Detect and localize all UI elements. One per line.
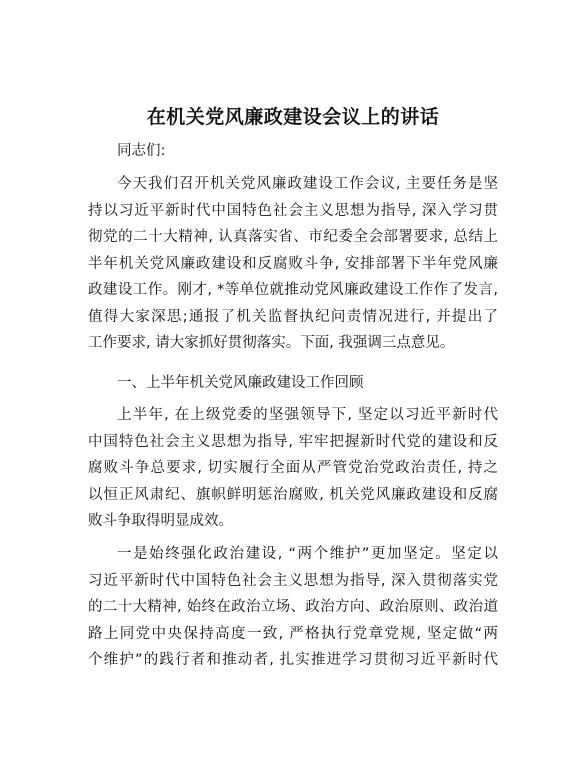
paragraph-line: 持以习近平新时代中国特色社会主义思想为指导, 深入学习贯	[88, 202, 498, 219]
paragraph-line: 个维护”的践行者和推动者, 扎实推进学习贯彻习近平新时代	[88, 652, 498, 668]
paragraph-line: 中国特色社会主义思想为指导, 牢牢把握新时代党的建设和反	[88, 433, 498, 450]
paragraph-line: 值得大家深思;通报了机关监督执纪问责情况进行, 并提出了	[88, 308, 498, 325]
paragraph-line: 的二十大精神, 始终在政治立场、政治方向、政治原则、政治道	[88, 599, 498, 615]
paragraph-line: 工作要求, 请大家抓好贯彻落实。下面, 我强调三点意见。	[88, 335, 455, 351]
paragraph-line: 彻党的二十大精神, 认真落实省、市纪委全会部署要求, 总结上	[88, 229, 498, 245]
paragraph-line: 以恒正风肃纪、旗帜鲜明惩治腐败, 机关党风廉政建设和反腐	[88, 486, 498, 503]
paragraph-review	[88, 402, 498, 535]
paragraph-line: 政建设工作。刚才, *等单位就推动党风廉政建设工作作了发言,	[88, 282, 498, 298]
paragraph-line: 上半年, 在上级党委的坚强领导下, 坚定以习近平新时代	[117, 407, 498, 423]
paragraph-political-building	[88, 541, 498, 674]
paragraph-opening	[88, 171, 498, 357]
salutation: 同志们:	[117, 143, 166, 159]
paragraph-line: 半年机关党风廉政建设和反腐败斗争, 安排部署下半年党风廉	[88, 255, 498, 272]
paragraph-line: 败斗争取得明显成效。	[88, 513, 233, 529]
section-heading: 一、上半年机关党风廉政建设工作回顾	[117, 375, 364, 391]
document-title: 在机关党风廉政建设会议上的讲话	[146, 106, 440, 128]
paragraph-line: 今天我们召开机关党风廉政建设工作会议, 主要任务是坚	[117, 176, 498, 192]
paragraph-line: 一是始终强化政治建设, “两个维护”更加坚定。坚定以	[117, 546, 498, 562]
paragraph-line: 路上同党中央保持高度一致, 严格执行党章党规, 坚定做“两	[88, 625, 498, 642]
paragraph-line: 腐败斗争总要求, 切实履行全面从严管党治党政治责任, 持之	[88, 460, 498, 476]
paragraph-line: 习近平新时代中国特色社会主义思想为指导, 深入贯彻落实党	[88, 572, 498, 589]
